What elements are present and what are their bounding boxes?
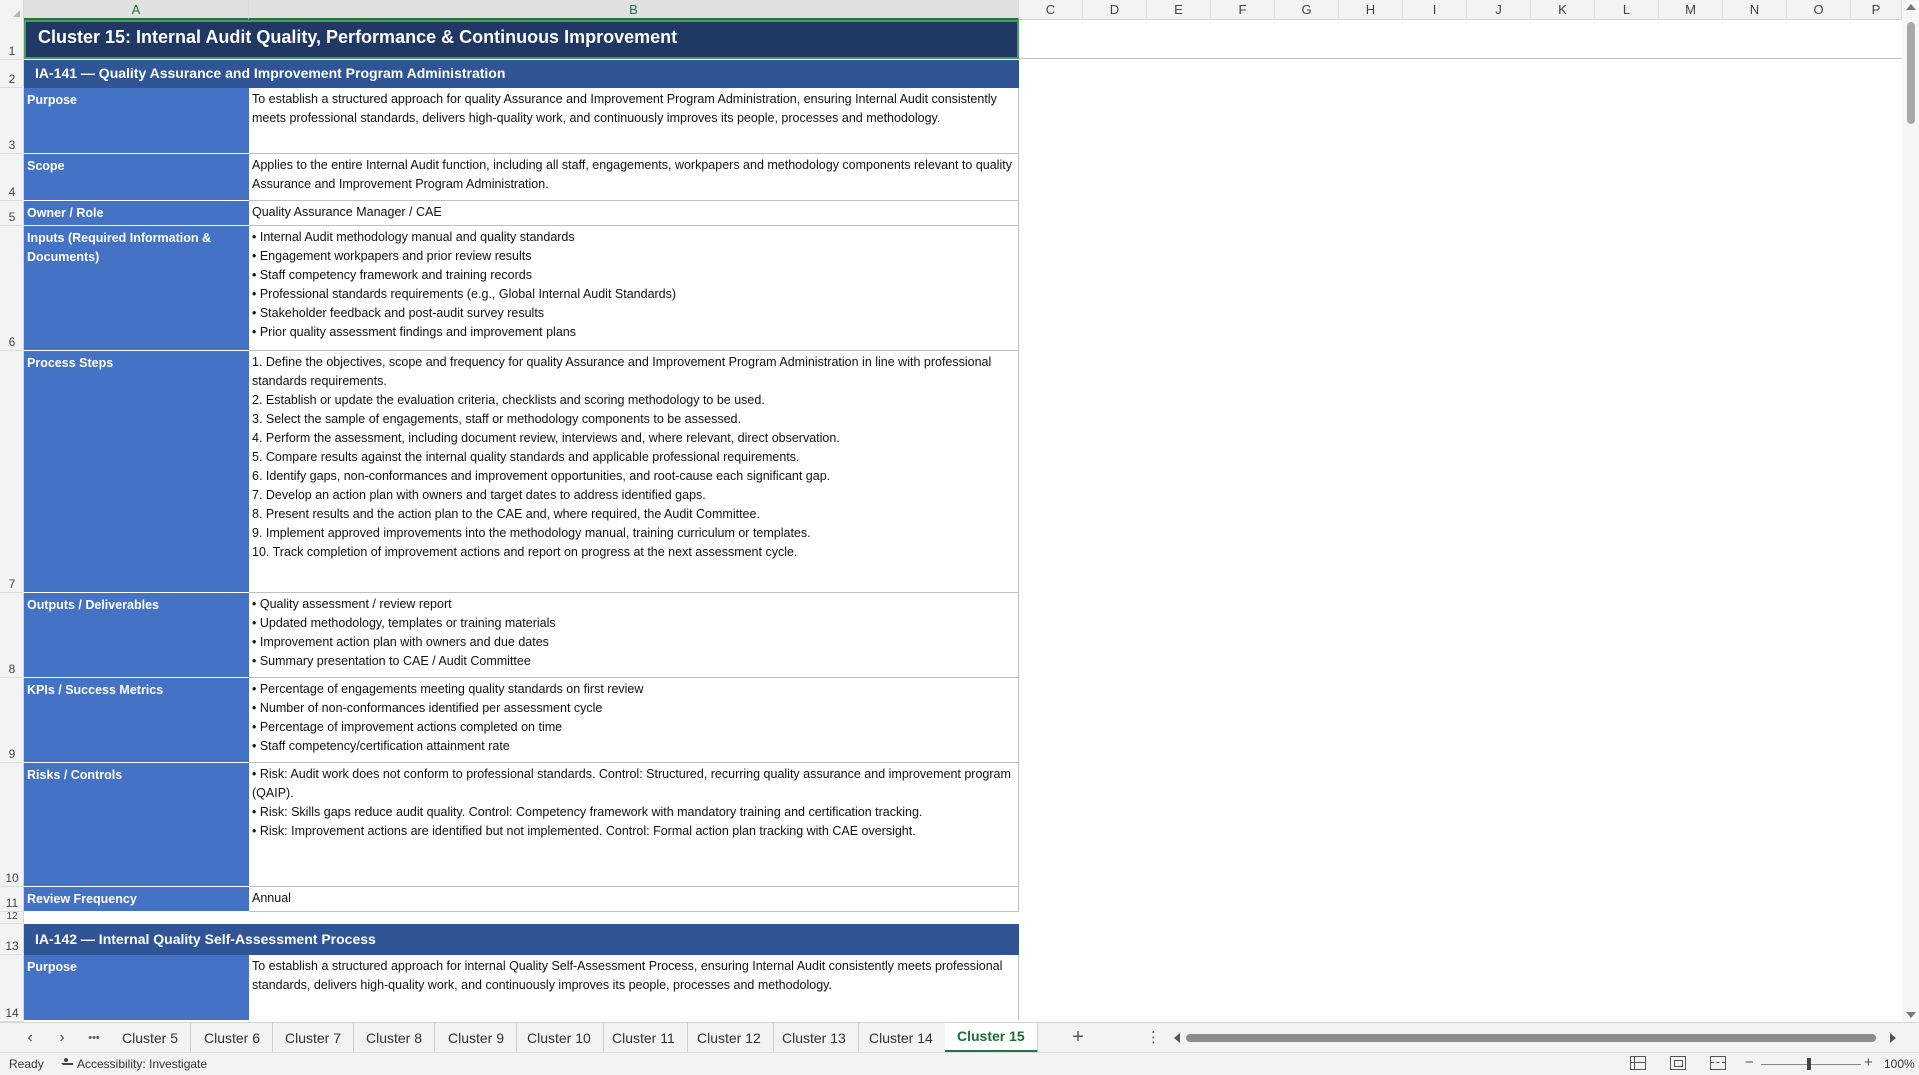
- sheet-tab-cluster-11[interactable]: Cluster 11: [600, 1023, 688, 1053]
- field-value-cell[interactable]: Applies to the entire Internal Audit function, including all staff, engagements, workpapers and methodology components relevant to quality Assurance and Improvement Program Administration.: [249, 154, 1019, 201]
- column-header-a[interactable]: A: [24, 0, 249, 20]
- zoom-level[interactable]: 100%: [1884, 1057, 1915, 1071]
- row-header[interactable]: 5: [0, 201, 24, 226]
- zoom-slider-thumb[interactable]: [1807, 1058, 1811, 1070]
- sheet-tab-cluster-12[interactable]: Cluster 12: [685, 1023, 774, 1053]
- accessibility-icon: [60, 1058, 73, 1071]
- column-header-j[interactable]: J: [1467, 0, 1531, 20]
- sheet-tab-cluster-14[interactable]: Cluster 14: [857, 1023, 946, 1053]
- field-label-cell[interactable]: Inputs (Required Information & Documents): [24, 226, 249, 351]
- sheet-tab-cluster-13[interactable]: Cluster 13: [770, 1023, 859, 1053]
- accessibility-status-text: Accessibility: Investigate: [77, 1057, 208, 1071]
- sheet-tab-cluster-10[interactable]: Cluster 10: [515, 1023, 604, 1053]
- row-header-bar: [0, 20, 24, 1020]
- row-header[interactable]: 9: [0, 678, 24, 763]
- field-value-cell[interactable]: Quality Assurance Manager / CAE: [249, 201, 1019, 226]
- row-header[interactable]: 11: [0, 887, 24, 912]
- column-header-m[interactable]: M: [1659, 0, 1723, 20]
- field-label-cell[interactable]: Process Steps: [24, 351, 249, 593]
- sheet-tab-cluster-7[interactable]: Cluster 7: [273, 1023, 354, 1053]
- vertical-scrollbar[interactable]: [1902, 0, 1919, 1022]
- field-label-cell[interactable]: Scope: [24, 154, 249, 201]
- row-header[interactable]: 13: [0, 924, 24, 955]
- row-header[interactable]: 12: [0, 912, 24, 924]
- row-header[interactable]: 6: [0, 226, 24, 351]
- field-value-cell[interactable]: Annual: [249, 887, 1019, 912]
- column-header-d[interactable]: D: [1083, 0, 1147, 20]
- next-sheet-button[interactable]: ›: [59, 1029, 65, 1046]
- scroll-up-icon[interactable]: [1906, 4, 1916, 10]
- column-header-p[interactable]: P: [1851, 0, 1902, 20]
- horizontal-scroll-thumb[interactable]: [1186, 1034, 1876, 1042]
- sheet-tab-cluster-15[interactable]: Cluster 15: [945, 1023, 1038, 1053]
- column-header-e[interactable]: E: [1147, 0, 1211, 20]
- field-label-cell[interactable]: Review Frequency: [24, 887, 249, 912]
- section-header-cell[interactable]: IA-141 — Quality Assurance and Improvement Program Administration: [24, 60, 1019, 88]
- page-break-view-icon[interactable]: [1710, 1056, 1726, 1070]
- row-header[interactable]: 8: [0, 593, 24, 678]
- row-header[interactable]: 1: [0, 20, 24, 60]
- field-value-cell[interactable]: • Risk: Audit work does not conform to professional standards. Control: Structured, recurring quality assurance and improvement program (QAIP). • Risk: Skills gaps reduce audit quality. Control: Competency framework with mandatory training and certification tracking. • Risk: Improvement actions are identified but not implemented. Control: Formal action plan tracking with CAE oversight.: [249, 763, 1019, 887]
- zoom-out-button[interactable]: −: [1745, 1054, 1754, 1071]
- field-label-cell[interactable]: KPIs / Success Metrics: [24, 678, 249, 763]
- worksheet-grid[interactable]: [24, 20, 1902, 1020]
- accessibility-status-button[interactable]: [60, 1057, 207, 1071]
- status-bar: [0, 1052, 1919, 1075]
- sheet-tab-bar: [0, 1022, 1919, 1052]
- add-sheet-button[interactable]: +: [1072, 1026, 1084, 1048]
- column-header-bar: [0, 0, 1919, 20]
- scroll-left-icon[interactable]: [1174, 1033, 1180, 1043]
- sheet-tab-cluster-5[interactable]: Cluster 5: [110, 1023, 191, 1053]
- field-value-cell[interactable]: To establish a structured approach for quality Assurance and Improvement Program Administration, ensuring Internal Audit consistently meets professional standards, delivers high-quality work, and continuously improves its people, processes and methodology.: [249, 88, 1019, 154]
- field-value-cell[interactable]: To establish a structured approach for internal Quality Self-Assessment Process, ensuring Internal Audit consistently meets professional standards, delivers high-quality work, and continuously improves its people, processes and methodology.: [249, 955, 1019, 1020]
- sheet-title-cell[interactable]: Cluster 15: Internal Audit Quality, Performance & Continuous Improvement: [24, 20, 1019, 59]
- row-header[interactable]: 10: [0, 763, 24, 887]
- column-header-l[interactable]: L: [1595, 0, 1659, 20]
- field-label-cell[interactable]: Outputs / Deliverables: [24, 593, 249, 678]
- scroll-down-icon[interactable]: [1906, 1012, 1916, 1018]
- section-header-cell[interactable]: IA-142 — Internal Quality Self-Assessment Process: [24, 924, 1019, 955]
- row-header[interactable]: 3: [0, 88, 24, 154]
- column-header-i[interactable]: I: [1403, 0, 1467, 20]
- row-header[interactable]: 4: [0, 154, 24, 201]
- field-label-cell[interactable]: Risks / Controls: [24, 763, 249, 887]
- column-header-o[interactable]: O: [1787, 0, 1851, 20]
- column-header-k[interactable]: K: [1531, 0, 1595, 20]
- select-all-button[interactable]: [0, 0, 24, 20]
- horizontal-scrollbar[interactable]: [1170, 1029, 1900, 1047]
- field-label-cell[interactable]: Owner / Role: [24, 201, 249, 226]
- field-label-cell[interactable]: Purpose: [24, 88, 249, 154]
- zoom-slider[interactable]: [1761, 1064, 1861, 1065]
- field-value-cell[interactable]: • Internal Audit methodology manual and quality standards • Engagement workpapers and prior review results • Staff competency framework and training records • Professional standards requirements (e.g., Global Internal Audit Standards) • Stakeholder feedback and post-audit survey results • Prior quality assessment findings and improvement plans: [249, 226, 1019, 351]
- zoom-in-button[interactable]: +: [1864, 1054, 1873, 1071]
- sheet-tab-cluster-8[interactable]: Cluster 8: [354, 1023, 435, 1053]
- prev-sheet-button[interactable]: ‹: [27, 1029, 33, 1046]
- sheet-tab-cluster-6[interactable]: Cluster 6: [192, 1023, 273, 1053]
- tab-options-icon[interactable]: ⋮: [1146, 1029, 1161, 1046]
- column-header-g[interactable]: G: [1275, 0, 1339, 20]
- more-sheets-button[interactable]: •••: [88, 1032, 100, 1044]
- vertical-scroll-thumb[interactable]: [1907, 22, 1915, 124]
- field-value-cell[interactable]: • Percentage of engagements meeting quality standards on first review • Number of non-conformances identified per assessment cycle • Percentage of improvement actions completed on time • Staff competency/certification attainment rate: [249, 678, 1019, 763]
- column-header-n[interactable]: N: [1723, 0, 1787, 20]
- column-header-c[interactable]: C: [1019, 0, 1083, 20]
- field-value-cell[interactable]: 1. Define the objectives, scope and frequency for quality Assurance and Improvement Program Administration in line with professional standards requirements. 2. Establish or update the evaluation criteria, checklists and scoring methodology to be used. 3. Select the sample of engagements, staff or methodology components to be assessed. 4. Perform the assessment, including document review, interviews and, where relevant, direct observation. 5. Compare results against the internal quality standards and applicable professional requirements. 6. Identify gaps, non-conformances and improvement opportunities, and root-cause each significant gap. 7. Develop an action plan with owners and target dates to address identified gaps. 8. Present results and the action plan to the CAE and, where required, the Audit Committee. 9. Implement approved improvements into the methodology manual, training curriculum or templates. 10. Track completion of improvement actions and report on progress at the next assessment cycle.: [249, 351, 1019, 593]
- sheet-tab-cluster-9[interactable]: Cluster 9: [436, 1023, 517, 1053]
- row-header[interactable]: 14: [0, 955, 24, 1022]
- column-header-h[interactable]: H: [1339, 0, 1403, 20]
- column-header-f[interactable]: F: [1211, 0, 1275, 20]
- field-value-cell[interactable]: • Quality assessment / review report • Updated methodology, templates or training materials • Improvement action plan with owners and due dates • Summary presentation to CAE / Audit Committee: [249, 593, 1019, 678]
- status-ready-text: Ready: [9, 1057, 44, 1071]
- normal-view-icon[interactable]: [1630, 1056, 1646, 1070]
- field-label-cell[interactable]: Purpose: [24, 955, 249, 1020]
- row-header[interactable]: 2: [0, 60, 24, 88]
- column-header-b[interactable]: B: [249, 0, 1019, 20]
- row-divider: [1018, 58, 1902, 59]
- scroll-right-icon[interactable]: [1890, 1033, 1896, 1043]
- row-header[interactable]: 7: [0, 351, 24, 593]
- page-layout-view-icon[interactable]: [1670, 1056, 1686, 1070]
